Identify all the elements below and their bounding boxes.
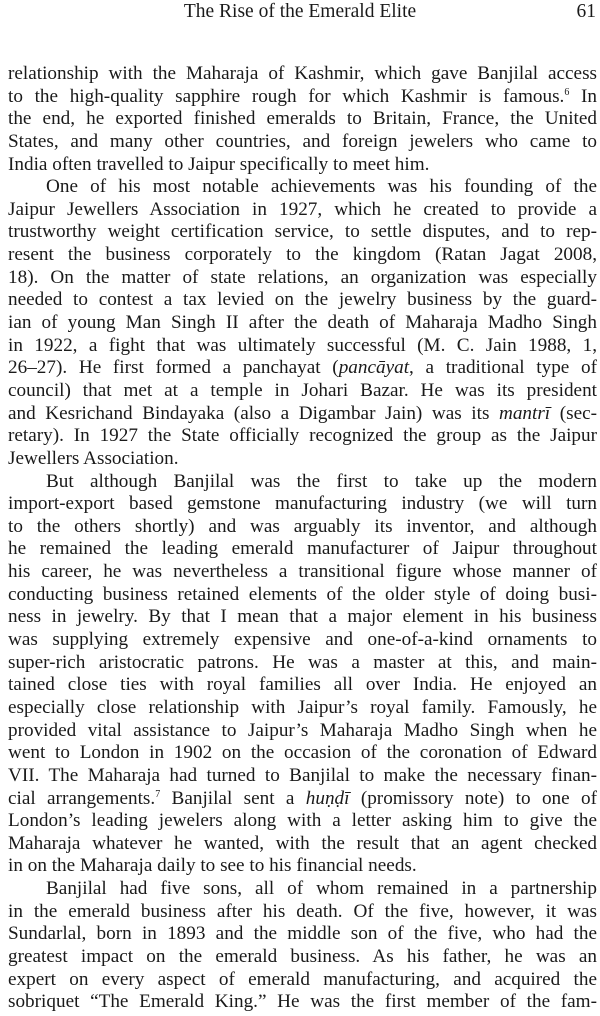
text-line <box>8 493 597 516</box>
text-run: and Kesrichand Bindayaka (also a Digambar Jain) was its <box>8 402 499 424</box>
footnote-marker: 7 <box>155 788 161 800</box>
text-line <box>8 267 597 290</box>
text-run: Sundarlal, born in 1893 and the middle son of the five, who had the <box>8 923 597 945</box>
text-run: India often travelled to Jaipur specifically to meet him. <box>8 153 430 175</box>
text-line <box>8 403 597 426</box>
text-line <box>8 720 597 743</box>
text-line <box>8 380 597 403</box>
text-run: to the high-quality sapphire rough for which Kashmir is famous. <box>8 85 565 107</box>
text-line <box>8 176 597 199</box>
text-run: needed to contest a tax levied on the jewelry business by the guard- <box>8 289 597 311</box>
page-number: 61 <box>576 1 596 22</box>
text-run: (promissory note) to one of <box>349 787 597 809</box>
text-line <box>8 538 597 561</box>
text-run: council) that met at a temple in Johari Bazar. He was its president <box>8 379 597 401</box>
text-run: 18). On the matter of state relations, an organization was especially <box>8 266 597 288</box>
body-text <box>8 63 597 1014</box>
text-line <box>8 946 597 969</box>
text-run: trustworthy weight certification service, to settle disputes, and to rep- <box>8 221 597 243</box>
text-line <box>8 697 597 720</box>
text-line <box>8 991 597 1014</box>
text-line <box>8 923 597 946</box>
text-run: Jaipur Jewellers Association in 1927, which he created to provide a <box>8 198 597 220</box>
text-run: But although Banjilal was the first to take up the modern <box>46 470 597 492</box>
italic-term: mantrī <box>498 402 551 424</box>
text-run: relationship with the Maharaja of Kashmir, which gave Banjilal access <box>8 63 597 84</box>
text-line <box>8 765 597 788</box>
text-line <box>8 516 597 539</box>
text-run: Banjilal had five sons, all of whom remained in a partnership <box>46 878 597 900</box>
text-run: States, and many other countries, and foreign jewelers who came to <box>8 130 597 152</box>
text-line <box>8 855 597 878</box>
text-line <box>8 448 597 471</box>
text-line <box>8 312 597 335</box>
text-run: super-rich aristocratic patrons. He was a master at this, and main- <box>8 651 597 673</box>
text-run: the end, he exported finished emeralds to Britain, France, the United <box>8 108 597 130</box>
text-line <box>8 606 597 629</box>
text-line <box>8 63 597 86</box>
running-header <box>0 0 600 26</box>
text-run: to the others shortly) and was arguably its inventor, and although <box>8 515 597 537</box>
text-run: went to London in 1902 on the occasion of the coronation of Edward <box>8 742 597 764</box>
text-run: cial arrangements. <box>8 787 156 809</box>
text-run: One of his most notable achievements was his founding of the <box>46 176 597 198</box>
text-run: he remained the leading emerald manufacturer of Jaipur throughout <box>8 538 597 560</box>
text-line <box>8 335 597 358</box>
text-line <box>8 471 597 494</box>
text-line <box>8 878 597 901</box>
text-run: his career, he was nevertheless a transitional figure whose manner of <box>8 561 597 583</box>
text-run: London’s leading jewelers along with a letter asking him to give the <box>8 810 597 832</box>
text-run: in on the Maharaja daily to see to his financial needs. <box>8 855 417 877</box>
text-run: especially close relationship with Jaipur’s royal family. Famously, he <box>8 696 597 718</box>
text-run: Maharaja whatever he wanted, with the result that an agent checked <box>8 832 597 854</box>
text-run: sobriquet “The Emerald King.” He was the first member of the fam- <box>8 991 597 1013</box>
text-run: In <box>569 85 597 107</box>
text-line <box>8 221 597 244</box>
text-line <box>8 901 597 924</box>
text-run: , a traditional type of <box>409 357 597 379</box>
text-run: greatest impact on the emerald business. As his father, he was an <box>8 945 597 967</box>
text-line <box>8 674 597 697</box>
text-run: 26–27). He first formed a panchayat ( <box>8 357 339 379</box>
text-line <box>8 833 597 856</box>
text-line <box>8 652 597 675</box>
italic-term: pancāyat <box>338 357 410 379</box>
text-run: ian of young Man Singh II after the death of Maharaja Madho Singh <box>8 312 597 334</box>
text-line <box>8 199 597 222</box>
text-line <box>8 969 597 992</box>
text-run: expert on every aspect of emerald manufacturing, and acquired the <box>8 968 597 990</box>
text-line <box>8 289 597 312</box>
text-line <box>8 584 597 607</box>
text-run: conducting business retained elements of the older style of doing busi- <box>8 583 597 605</box>
text-run: import-export based gemstone manufacturing industry (we will turn <box>8 493 597 515</box>
text-line <box>8 629 597 652</box>
text-line <box>8 244 597 267</box>
text-run: resent the business corporately to the kingdom (Ratan Jagat 2008, <box>8 244 597 266</box>
text-line <box>8 742 597 765</box>
text-run: Jewellers Association. <box>8 447 179 469</box>
text-line <box>8 86 597 109</box>
text-run: was supplying extremely expensive and one-of-a-kind ornaments to <box>8 629 597 651</box>
text-run: VII. The Maharaja had turned to Banjilal to make the necessary finan- <box>8 764 597 786</box>
text-run: ness in jewelry. By that I mean that a major element in his business <box>8 606 597 628</box>
text-run: tained close ties with royal families all over India. He enjoyed an <box>8 674 597 696</box>
text-run: (sec- <box>550 402 597 424</box>
text-run: provided vital assistance to Jaipur’s Maharaja Madho Singh when he <box>8 719 597 741</box>
text-run: in 1922, a fight that was ultimately successful (M. C. Jain 1988, 1, <box>8 334 597 356</box>
text-run: retary). In 1927 the State officially recognized the group as the Jaipur <box>8 425 597 447</box>
text-line <box>8 131 597 154</box>
text-line <box>8 425 597 448</box>
italic-term: huṇḍī <box>305 787 350 809</box>
text-line <box>8 810 597 833</box>
text-run: in the emerald business after his death. Of the five, however, it was <box>8 900 597 922</box>
text-line <box>8 154 597 177</box>
text-line <box>8 561 597 584</box>
footnote-marker: 6 <box>564 86 570 98</box>
running-title: The Rise of the Emerald Elite <box>183 1 417 22</box>
text-line <box>8 108 597 131</box>
text-line <box>8 788 597 811</box>
text-run: Banjilal sent a <box>160 787 306 809</box>
text-line <box>8 357 597 380</box>
